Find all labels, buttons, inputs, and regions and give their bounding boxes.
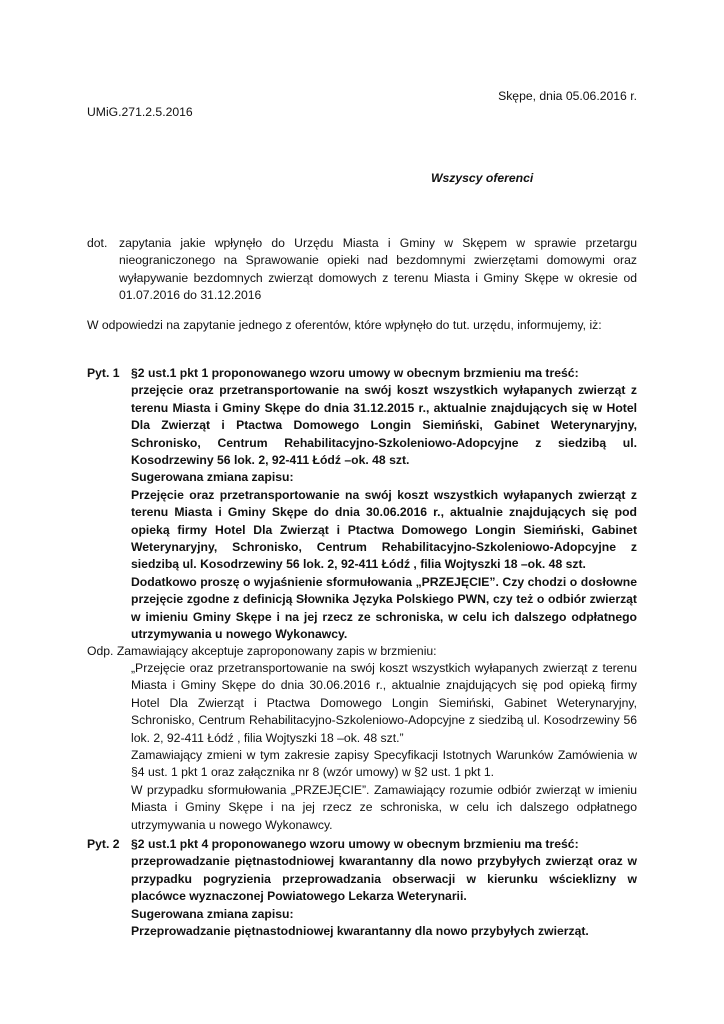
- question-1-label: Pyt. 1: [87, 366, 120, 380]
- question-1: [131, 365, 637, 644]
- question-2-change-label: Sugerowana zmiana zapisu:: [131, 906, 294, 921]
- intro-paragraph: W odpowiedzi na zapytanie jednego z oferentów, które wpłynęło do tut. urzędu, informujemy, iż:: [87, 318, 602, 332]
- answer-1: [131, 660, 637, 834]
- question-2: [131, 836, 637, 940]
- answer-1-meaning: W przypadku sformułowania „PRZEJĘCIE”. Zamawiający rozumie odbiór zwierząt w imieniu Miasta i Gminy Skępe i na jej rzecz ze schroniska, w celu ich dalszego odpłatnego utrzymywania u nowego Wykonawcy.: [131, 782, 637, 832]
- question-1-heading: §2 ust.1 pkt 1 proponowanego wzoru umowy w obecnym brzmieniu ma treść:: [131, 366, 579, 380]
- subject-text: zapytania jakie wpłynęło do Urzędu Miasta i Gminy w Skępem w sprawie przetargu nieograniczonego na Sprawowanie opieki nad bezdomnymi zwierzętami domowymi oraz wyłapywanie bezdomnych zwierząt domowych z terenu Miasta i Gminy Skępe w okresie od 01.07.2016 do 31.12.2016: [119, 236, 637, 303]
- answer-1-header: [87, 643, 437, 660]
- question-2-label: Pyt. 2: [87, 837, 120, 851]
- question-1-proposed: Przejęcie oraz przetransportowanie na swój koszt wszystkich wyłapanych zwierząt z terenu Miasta i Gminy Skępe do dnia 30.06.2016 r., aktualnie znajdujących się pod opieką firmy Hotel Dla Zwierząt i Ptactwa Domowego Longin Siemiński, Gabinet Weterynaryjny, Schronisko, Centrum Rehabilitacyjno-Szkoleniowo-Adopcyjne z siedzibą ul. Kosodrzewiny 56 lok. 2, 92-411 Łódź , filia Wojtyszki 18 –ok. 48 szt.: [131, 487, 637, 572]
- recipient: Wszyscy oferenci: [431, 171, 534, 185]
- question-1-extra: Dodatkowo proszę o wyjaśnienie sformułowania „PRZEJĘCIE”. Czy chodzi o dosłowne przejęcie zgodne z definicją Słownika Języka Polskiego PWN, czy też o odbiór zwierząt w imieniu Gminy Skępe i na jej rzecz ze schroniska, w celu ich dalszego odpłatnego utrzymywania u nowego Wykonawcy.: [131, 574, 637, 642]
- question-2-original: przeprowadzanie piętnastodniowej kwarantanny dla nowo przybyłych zwierząt oraz w przypadku pogryzienia przeprowadzania obserwacji w kierunku wścieklizny w placówce wyznaczonej Powiatowego Lekarza Weterynarii.: [131, 854, 637, 904]
- answer-1-quote: „Przejęcie oraz przetransportowanie na swój koszt wszystkich wyłapanych zwierząt z terenu Miasta i Gminy Skępe do dnia 30.06.2016 r., aktualnie znajdujących się pod opieką firmy Hotel Dla Zwierząt i Ptactwa Domowego Longin Siemiński, Gabinet Weterynaryjny, Schronisko, Centrum Rehabilitacyjno-Szkoleniowo-Adopcyjne z siedzibą ul. Kosodrzewiny 56 lok. 2, 92-411 Łódź , filia Wojtyszki 18 –ok. 48 szt.”: [131, 661, 637, 745]
- subject-label: dot.: [87, 236, 108, 250]
- answer-1-change: Zamawiający zmieni w tym zakresie zapisy Specyfikacji Istotnych Warunków Zamówienia w §4 ust. 1 pkt 1 oraz załącznika nr 8 (wzór umowy) w §2 ust. 1 pkt 1.: [131, 748, 637, 780]
- answer-1-label: Odp.: [87, 644, 114, 658]
- reference-number: UMiG.271.2.5.2016: [87, 105, 193, 119]
- question-2-heading: §2 ust.1 pkt 4 proponowanego wzoru umowy w obecnym brzmieniu ma treść:: [131, 837, 579, 851]
- document-date: Skępe, dnia 05.06.2016 r.: [498, 89, 637, 103]
- question-2-proposed: Przeprowadzanie piętnastodniowej kwarantanny dla nowo przybyłych zwierząt.: [131, 924, 589, 939]
- question-1-original: przejęcie oraz przetransportowanie na swój koszt wszystkich wyłapanych zwierząt z terenu Miasta i Gminy Skępe do dnia 31.12.2015 r., aktualnie znajdujących się w Hotel Dla Zwierząt i Ptactwa Domowego Longin Siemiński, Gabinet Weterynaryjny, Schronisko, Centrum Rehabilitacyjno-Szkoleniowo-Adopcyjne z siedzibą ul. Kosodrzewiny 56 lok. 2, 92-411 Łódź –ok. 48 szt.: [131, 383, 637, 468]
- question-1-change-label: Sugerowana zmiana zapisu:: [131, 470, 294, 485]
- answer-1-intro: Zamawiający akceptuje zaproponowany zapis w brzmieniu:: [116, 644, 437, 658]
